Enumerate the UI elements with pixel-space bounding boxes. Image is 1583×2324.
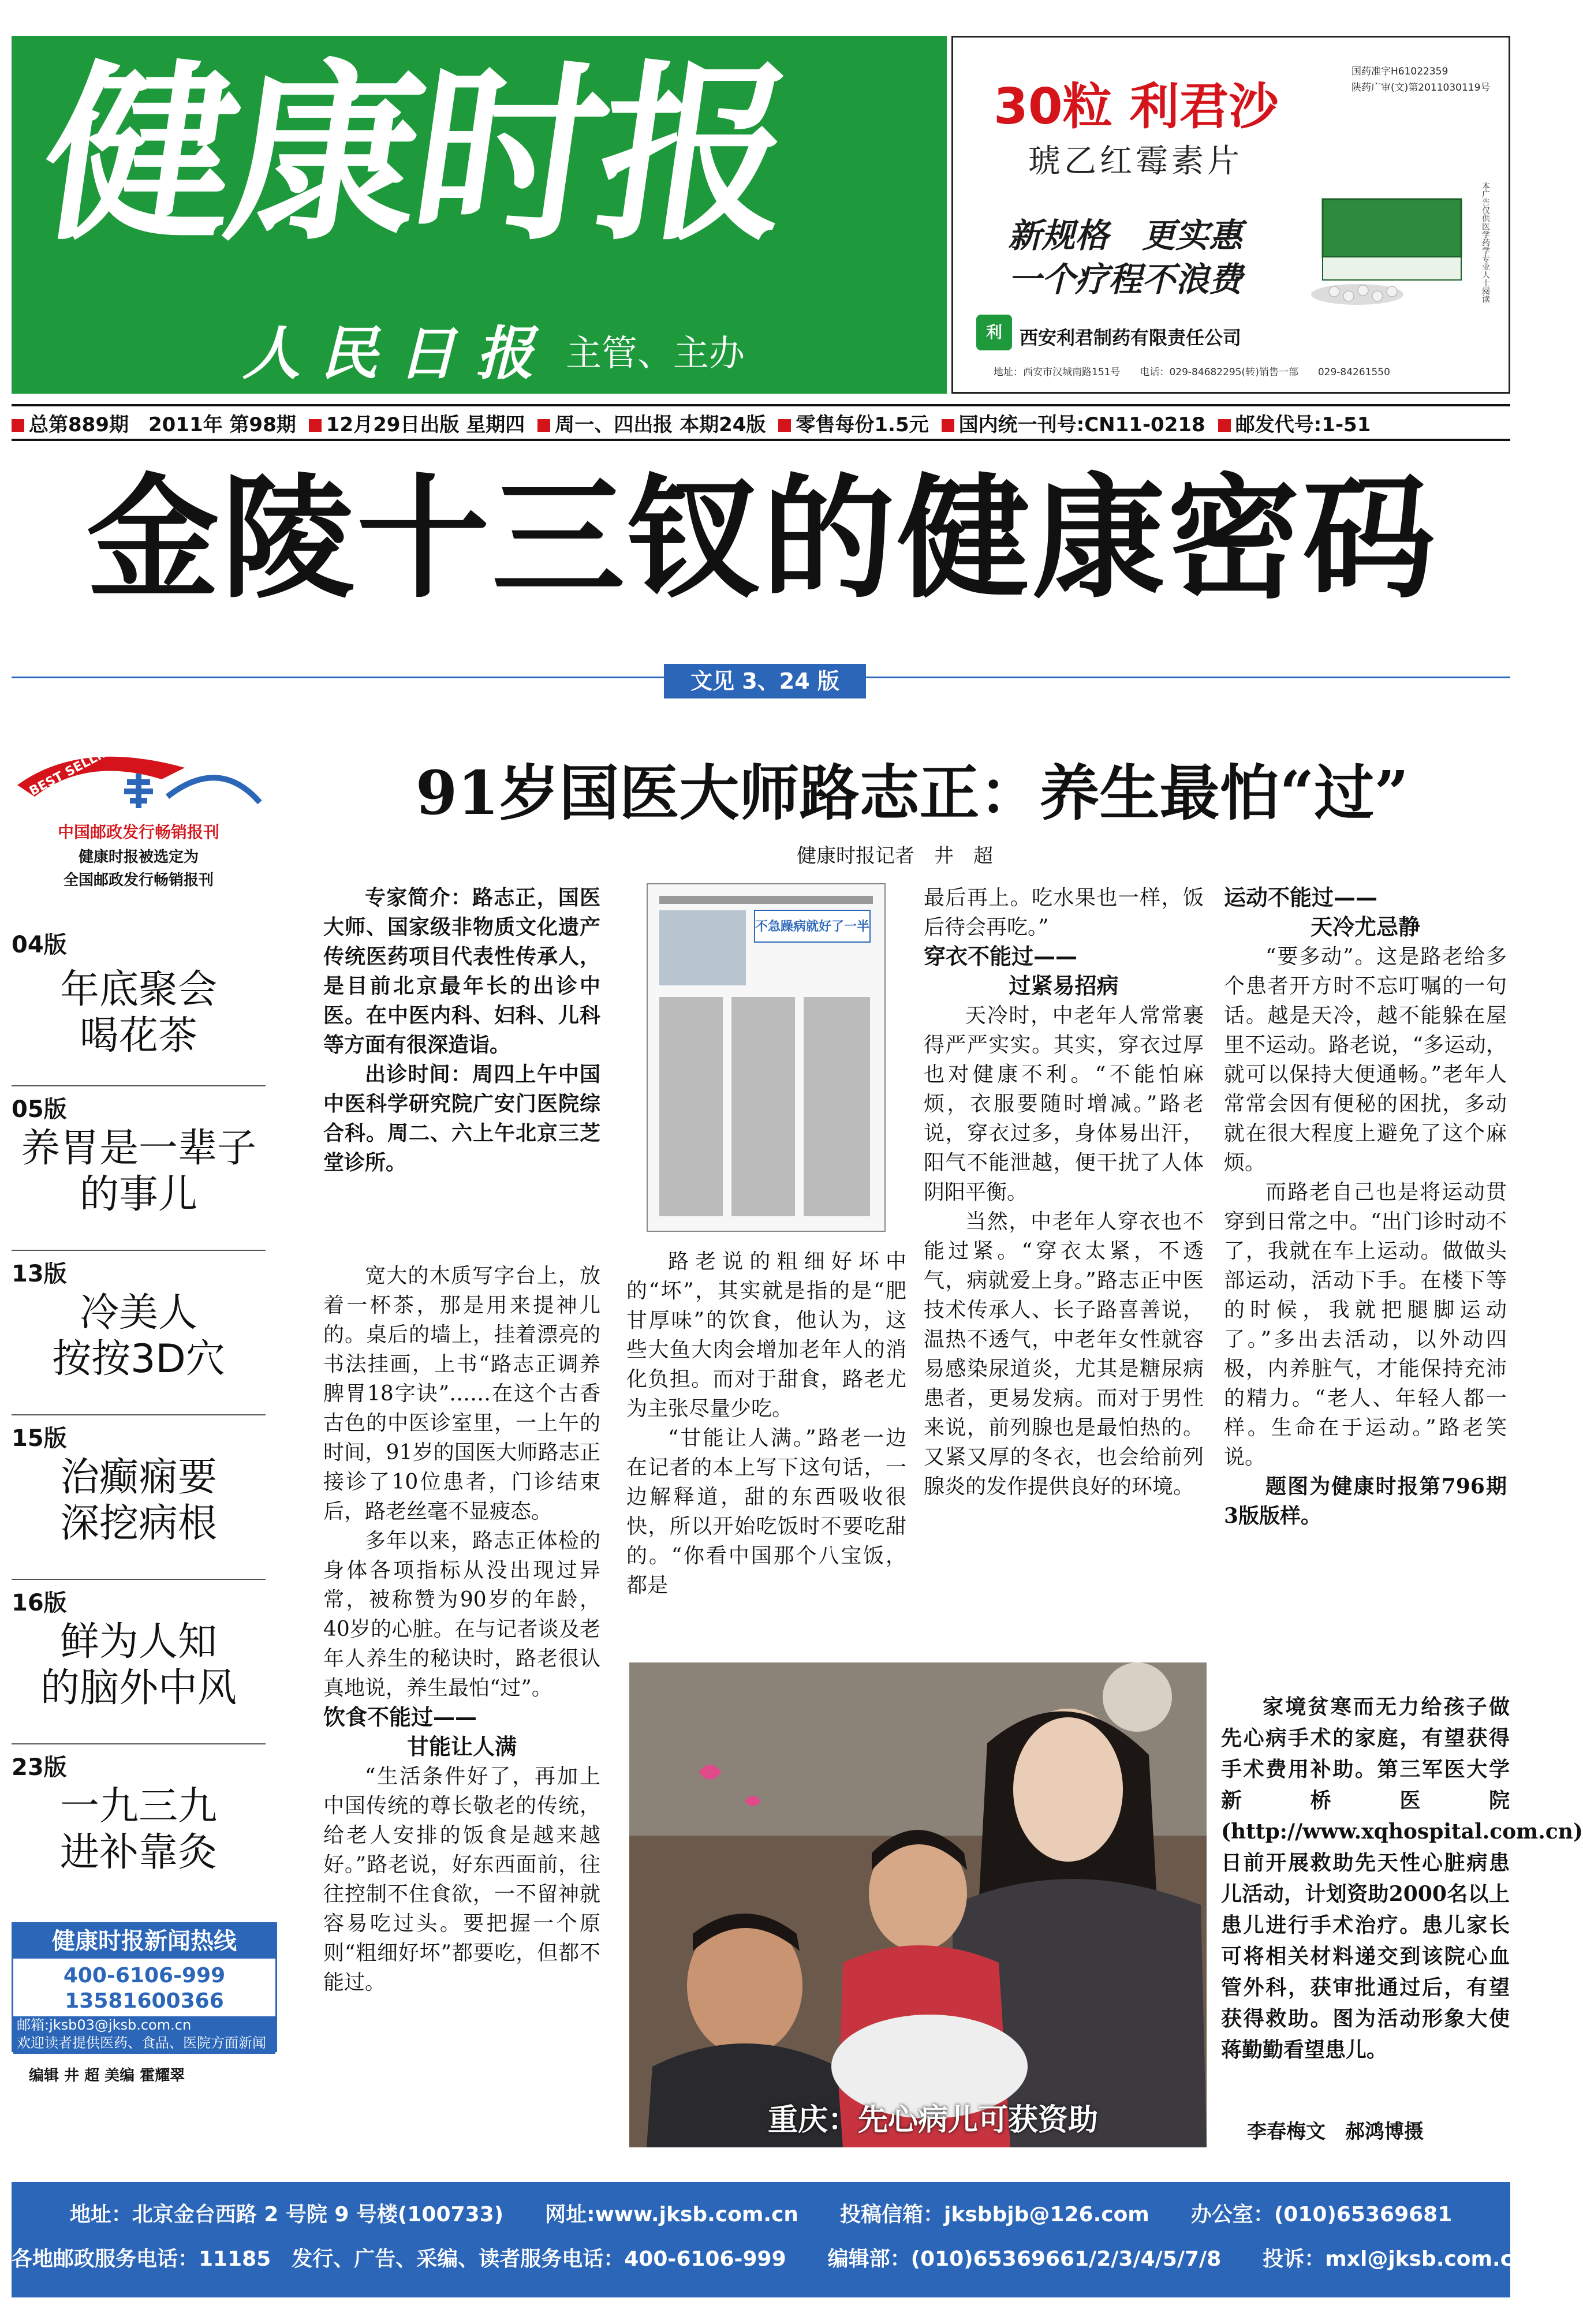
sidebar-item-title: 年底聚会 喝花茶 xyxy=(59,967,217,1059)
masthead xyxy=(12,36,947,394)
divider xyxy=(12,1414,266,1415)
masthead-title: 健康时报 xyxy=(30,42,801,266)
paragraph: 宽大的木质写字台上，放着一杯茶，那是用来提神儿的。桌后的墙上，挂着漂亮的书法挂画，上书“路志正调养脾胃18字诀”……在这个古香古色的中医诊室里，一上午的时间，91岁的国医大师路志正接诊了10位患者，门诊结束后，路老丝毫不显疲态。 xyxy=(323,1264,600,1523)
subheading: 运动不能过—— xyxy=(1224,885,1378,910)
paragraph: 专家简介：路志正，国医大师、国家级非物质文化遗产传统医药项目代表性传承人，是目前北京最年长的出诊中医。在中医内科、妇科、儿科等方面有很深造诣。 xyxy=(323,885,600,1057)
ad-approval-line: 陕药广审(文)第2011030119号 xyxy=(1351,82,1491,94)
divider xyxy=(12,1250,266,1251)
masthead-role: 主管、主办 xyxy=(566,332,745,374)
hotline-phone: 13581600366 xyxy=(65,1989,224,2013)
advertisement xyxy=(951,36,1510,394)
paragraph: 而路老自己也是将运动贯穿到日常之中。“出门诊时动不了，我就在车上运动。做做头部运动，活动下手。在楼下等的时候，我就把腿脚运动了。”多出去活动，以外动四极，内养脏气，才能保持充沛的精力。“老人、年轻人都一样。生命在于运动。”路老笑说。 xyxy=(1224,1180,1507,1469)
issue-info-item: 邮发代号:1-51 xyxy=(1218,409,1371,437)
issue-info-item: 零售每份1.5元 xyxy=(778,409,928,437)
article-column xyxy=(626,1247,906,1600)
subheading: 天冷尤忌静 xyxy=(1310,914,1420,940)
divider xyxy=(12,1743,266,1744)
photo-caption xyxy=(1221,1691,1583,2065)
ad-product-name: 30粒 利君沙 xyxy=(994,78,1279,136)
ad-slogan-line: 新规格 更实惠 xyxy=(1008,216,1243,255)
expert-intro xyxy=(323,883,600,1178)
footer-line: 各地邮政服务电话：11185 发行、广告、采编、读者服务电话：400-6106-999 编辑部：(010)65369661/2/3/4/5/7/8 投诉：mxl@jksb.com.cn xyxy=(12,2247,1528,2271)
subheading: 过紧易招病 xyxy=(1009,973,1119,999)
ad-slogan-line: 一个疗程不浪费 xyxy=(1008,260,1243,299)
sidebar-note: 健康时报被选定为 全国邮政发行畅销报刊 xyxy=(63,849,214,889)
hotline-invite: 欢迎读者提供医药、食品、医院方面新闻线索。 xyxy=(17,2035,266,2069)
sidebar-item-title: 鲜为人知 的脑外中风 xyxy=(40,1619,237,1711)
ad-generic-name: 琥乙红霉素片 xyxy=(1028,143,1243,180)
bullet-square-icon xyxy=(537,419,550,432)
footer xyxy=(12,2182,1528,2297)
issue-info-item: 周一、四出报 本期24版 xyxy=(537,409,766,437)
paragraph: 天冷时，中老年人常常裹得严严实实。其实，穿衣过厚也对健康不利。“不能怕麻烦，衣服要随时增减。”路老说，穿衣过多，身体易出汗，阳气不能泄越，便干扰了人体阴阳平衡。 xyxy=(924,1004,1204,1204)
article-column xyxy=(924,883,1204,1501)
ad-side-note: 本广告仅供医学药学专业人士阅读 xyxy=(1481,182,1490,303)
paragraph: “生活条件好了，再加上中国传统的尊长敬老的传统，给老人安排的饭食是越来越好。”路老说，好东西面前，往往控制不住食欲，一不留神就容易吃过头。要把握一个原则“粗细好坏”都要吃，但都不能过。 xyxy=(323,1765,600,1994)
bullet-square-icon xyxy=(12,419,24,432)
article-column xyxy=(323,1261,600,1997)
sidebar xyxy=(12,733,266,2153)
divider xyxy=(12,1579,266,1580)
sidebar-item-title: 治癫痫要 深挖病根 xyxy=(59,1455,217,1546)
issue-info-bar xyxy=(12,404,1510,441)
photo-title: 重庆：先心病儿可获资助 xyxy=(768,2103,1099,2138)
hotline-title: 健康时报新闻热线 xyxy=(13,1924,275,1959)
issue-info-item: 12月29日出版 星期四 xyxy=(309,409,525,437)
sidebar-item-title: 冷美人 按按3D穴 xyxy=(52,1290,225,1382)
page-number: 15版 xyxy=(12,1425,67,1452)
page-number: 23版 xyxy=(12,1754,67,1781)
paragraph: “甘能让人满。”路老一边在记者的本上写下这句话，一边解释道，甜的东西吸收很快，所以开始吃饭时不要吃甜的。“你看中国那个八宝饭，都是 xyxy=(626,1426,906,1597)
bullet-square-icon xyxy=(309,419,322,432)
paragraph: 题图为健康时报第796期3版版样。 xyxy=(1224,1474,1507,1528)
masthead-publisher: 人 民 日 报 xyxy=(242,319,534,387)
footer-line: 地址：北京金台西路 2 号院 9 号楼(100733) 网址:www.jksb.com.cn 投稿信箱：jksbbjb@126.com 办公室：(010)65369681 xyxy=(69,2203,1453,2226)
best-selling-badge-icon xyxy=(12,733,266,820)
paragraph: “要多动”。这是路老给多个患者开方时不忘叮嘱的一句话。越是天冷，越不能躲在屋里不运动。路老说，“多运动，就可以保持大便通畅。”老年人常常会因有便秘的困扰，多动就在很大程度上避免了这个麻烦。 xyxy=(1224,945,1507,1175)
paragraph: 最后再上。吃水果也一样，饭后待会再吃。” xyxy=(924,886,1204,939)
ad-company: 西安利君制药有限责任公司 xyxy=(1020,327,1242,349)
bullet-square-icon xyxy=(778,419,791,432)
hotline-phones xyxy=(13,1963,275,2014)
page-number: 04版 xyxy=(12,932,67,958)
hotline-email: 邮箱:jksb03@jksb.com.cn xyxy=(17,2017,192,2033)
paragraph: 当然，中老年人穿衣也不能过紧。“穿衣太紧，不透气，病就爱上身。”路志正中医技术传承人、长子路喜善说，温热不透气，中老年女性就容易感染尿道炎，尤其是糖尿病患者，更易发病。而对于男性来说，前列腺也是最怕热的。又紧又厚的冬衣，也会给前列腺炎的发作提供良好的环境。 xyxy=(924,1210,1204,1499)
divider xyxy=(12,1085,266,1086)
page-number: 16版 xyxy=(12,1590,67,1616)
svg-text:BEST SELLING: BEST SELLING xyxy=(27,739,123,799)
bullet-square-icon xyxy=(942,419,954,432)
news-hotline-box xyxy=(12,1922,277,2069)
paragraph: 出诊时间：周四上午中国中医科学研究院广安门医院综合科。周二、六上午北京三芝堂诊所。 xyxy=(323,1062,600,1175)
bullet-square-icon xyxy=(1218,419,1231,432)
sidebar-item-title: 养胃是一辈子 的事儿 xyxy=(20,1126,256,1217)
ad-contact: 地址：西安市汉城南路151号 电话：029-84682295(转)销售一部 029-84261550 xyxy=(994,367,1390,378)
headline-page-ref: 文见 3、24 版 xyxy=(664,664,866,698)
editors-credit: 编辑 井 超 美编 霍耀翠 xyxy=(29,2067,185,2084)
article-column xyxy=(1224,883,1507,1531)
ad-slogan xyxy=(1008,214,1242,301)
page-number: 13版 xyxy=(12,1261,67,1287)
ad-approval xyxy=(1351,63,1490,96)
issue-info-item: 总第889期 2011年 第98期 xyxy=(12,409,296,437)
product-box-image xyxy=(1300,193,1467,309)
sidebar-caption: 中国邮政发行畅销报刊 xyxy=(57,823,219,842)
ad-approval-line: 国药准字H61022359 xyxy=(1351,66,1448,77)
issue-info-item: 国内统一刊号:CN11-0218 xyxy=(942,409,1205,437)
subheading: 甘能让人满 xyxy=(406,1734,517,1759)
article-byline: 健康时报记者 井 超 xyxy=(797,845,993,868)
paragraph: 多年以来，路志正体检的身体各项指标从没出现过异常，被称赞为90岁的年龄，40岁的心脏。在与记者谈及老年人养生的秘诀时，路老很认真地说，养生最怕“过”。 xyxy=(323,1529,600,1700)
company-logo-icon: 利 xyxy=(976,315,1012,350)
main-headline: 金陵十三钗的健康密码 xyxy=(86,462,1438,617)
sidebar-item-title: 一九三九 进补靠灸 xyxy=(59,1784,217,1875)
hotline-phone: 400-6106-999 xyxy=(63,1964,226,1987)
subheading: 穿衣不能过—— xyxy=(924,944,1078,969)
paragraph: 路老说的粗细好坏中的“坏”，其实就是指的是“肥甘厚味”的饮食，他认为，这些大鱼大肉会增加老年人的消化负担。而对于甜食，路老尤为主张尽量少吃。 xyxy=(626,1250,906,1421)
photo-credit: 李春梅文 郝鸿博摄 xyxy=(1247,2120,1424,2143)
subheading: 饮食不能过—— xyxy=(323,1705,477,1730)
hotline-info xyxy=(13,2016,275,2069)
paragraph: 家境贫寒而无力给孩子做先心病手术的家庭，有望获得手术费用补助。第三军医大学新桥医院(http://www.xqhospital.com.cn)日前开展救助先天性心脏病患儿活动，计划资助2000名以上患儿进行手术治疗。患儿家长可将相关材料递交到该院心血管外科，获审批通过后，有望获得救助。图为活动形象大使蒋勤勤看望患儿。 xyxy=(1221,1695,1583,2062)
svg-text:不急躁病就好了一半: 不急躁病就好了一半 xyxy=(755,920,870,934)
news-photo xyxy=(629,1662,1207,2147)
page-thumbnail-image xyxy=(647,883,886,1232)
article-title: 91岁国医大师路志正：养生最怕“过” xyxy=(415,757,1409,828)
page-number: 05版 xyxy=(12,1096,67,1123)
